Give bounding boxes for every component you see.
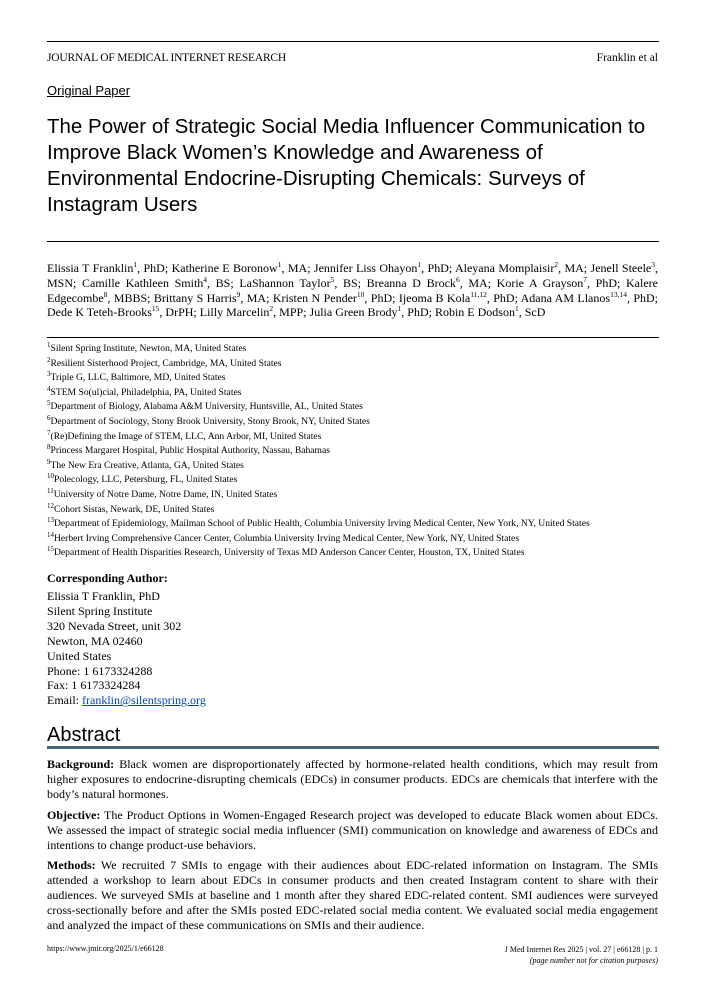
abstract-body [47,757,658,939]
affiliation: $^6$Department of Sociology, Stony Brook University, Stony Brook, NY, United States [47,413,370,427]
section-label: Methods: [47,858,96,873]
author: Katherine E Boronow$^1$, MA; [171,260,314,275]
author: Kristen N Pender$^{10}$, PhD; [272,289,399,305]
affiliation: $^1$Silent Spring Institute, Newton, MA, United States [47,341,247,354]
abstract-methods [47,858,658,933]
affiliation: $^{13}$Department of Epidemiology, Mailman School of Public Health, Columbia University Irving Medical Center, New York, NY, United States [47,516,590,530]
journal-name: JOURNAL OF MEDICAL INTERNET RESEARCH [47,52,286,64]
author: Camille Kathleen Smith$^4$, BS; [82,274,240,290]
corr-email-line [47,693,206,708]
affiliation: $^5$Department of Biology, Alabama A&M University, Huntsville, AL, United States [47,399,363,413]
paper-type: Original Paper [47,83,131,98]
author: Aleyana Momplaisir$^2$, MA; [454,260,591,275]
author-list [47,261,658,320]
corr-email-label: Email: [47,693,82,708]
affiliation-list [47,342,667,561]
corr-phone: Phone: 1 6173324288 [47,663,153,678]
corr-email-link[interactable]: franklin@silentspring.org [82,693,206,708]
section-label: Background: [47,757,115,771]
footer-citation [505,944,658,966]
corr-fax: Fax: 1 6173324284 [47,678,141,693]
author: Ijeoma B Kola$^{11,12}$, PhD; [398,289,521,305]
author: Lilly Marcelin$^2$, MPP; [199,304,310,320]
author: Breanna D Brock$^6$, MA; [366,274,497,290]
footer-citation-text: J Med Internet Res 2025 | vol. 27 | e66128 | p. 1 [504,945,658,954]
header-rule [47,41,659,42]
affiliation: $^{11}$University of Notre Dame, Notre Dame, IN, United States [47,486,278,500]
abstract-heading: Abstract [47,724,121,746]
corr-street: 320 Nevada Street, unit 302 [47,618,182,633]
corr-city: Newton, MA 02460 [47,633,143,648]
author: Dede K Teteh-Brooks$^{15}$, DrPH; [47,304,200,320]
author: Jennifer Liss Ohayon$^1$, PhD; [313,260,455,275]
abstract-rule [47,746,659,749]
author: Kalere Edgecombe$^8$, MBBS; [47,275,658,305]
author: Brittany S Harris$^9$, MA; [153,289,273,305]
author: LaShannon Taylor$^5$, BS; [239,274,367,290]
author: Julia Green Brody$^1$, PhD; [309,304,435,320]
author: Korie A Grayson$^7$, PhD; [496,274,627,290]
authors-rule [47,337,659,338]
affiliation: $^8$Princess Margaret Hospital, Public Hospital Authority, Nassau, Bahamas [47,443,331,457]
corr-country: United States [47,648,112,663]
author: Adana AM Llanos$^{13,14}$, PhD; [520,289,658,305]
title-rule [47,241,659,242]
affiliation: $^3$Triple G, LLC, Baltimore, MD, United States [47,370,226,384]
paper-title: The Power of Strategic Social Media Influencer Communication to Improve Black Women’s Knowledge and Awareness of Environmental Endocrine-Disrupting Chemicals: Surveys of Instagram Users [47,115,646,216]
section-text: The Product Options in Women-Engaged Research project was developed to educate Black women about EDCs. We assessed the impact of strategic social media influencer (SMI) communication on knowledge and awareness of EDCs and intentions to change product-use behaviors. [47,807,658,852]
affiliation: $^4$STEM So(ul)cial, Philadelphia, PA, United States [47,384,242,398]
footer-note: (page number not for citation purposes) [529,956,658,965]
corresponding-author-block [47,589,206,708]
section-text: We recruited 7 SMIs to engage with their audiences about EDC-related information on Instagram. The SMIs attended a workshop to learn about EDCs in consumer products and then created Instagram content to share with their audiences. We surveyed SMIs at baseline and 1 month after they shared EDC-related content. SMI audiences were surveyed cross-sectionally before and after the SMIs posted EDC-related social media content. We evaluated social media engagement and analyzed the impact of these communications on SMIs and their audience. [47,858,658,933]
corr-institution: Silent Spring Institute [47,603,153,618]
abstract-objective [47,808,658,853]
affiliation: $^2$Resilient Sisterhood Project, Cambridge, MA, United States [47,355,282,369]
affiliation: $^{15}$Department of Health Disparities Research, University of Texas MD Anderson Cancer Center, Houston, TX, United States [47,545,525,559]
affiliation: $^7$(Re)Defining the Image of STEM, LLC, Ann Arbor, MI, United States [47,428,322,442]
corr-name: Elissia T Franklin, PhD [47,589,160,603]
affiliation: $^{14}$Herbert Irving Comprehensive Cancer Center, Columbia University Irving Medical Center, New York, NY, United States [47,530,520,544]
affiliation: $^{12}$Cohort Sistas, Newark, DE, United States [47,501,215,515]
footer-url: https://www.jmir.org/2025/1/e66128 [47,944,164,953]
section-label: Objective: [47,807,101,822]
affiliation: $^9$The New Era Creative, Atlanta, GA, United States [47,457,244,471]
abstract-background [47,757,658,802]
section-text: Black women are disproportionately affected by hormone-related health conditions, which may result from higher exposures to endocrine-disrupting chemicals (EDCs) in consumer products. EDCs are chemicals that interfere with the body’s natural hormones. [47,757,658,801]
corresponding-author-heading: Corresponding Author: [47,571,168,585]
author: Elissia T Franklin$^1$, PhD; [47,260,172,275]
affiliation: $^{10}$Polecology, LLC, Petersburg, FL, United States [47,472,238,486]
author: Robin E Dodson$^1$, ScD [434,304,546,320]
author: Jenell Steele$^3$, MSN; [47,260,658,290]
running-author: Franklin et al [596,52,658,64]
